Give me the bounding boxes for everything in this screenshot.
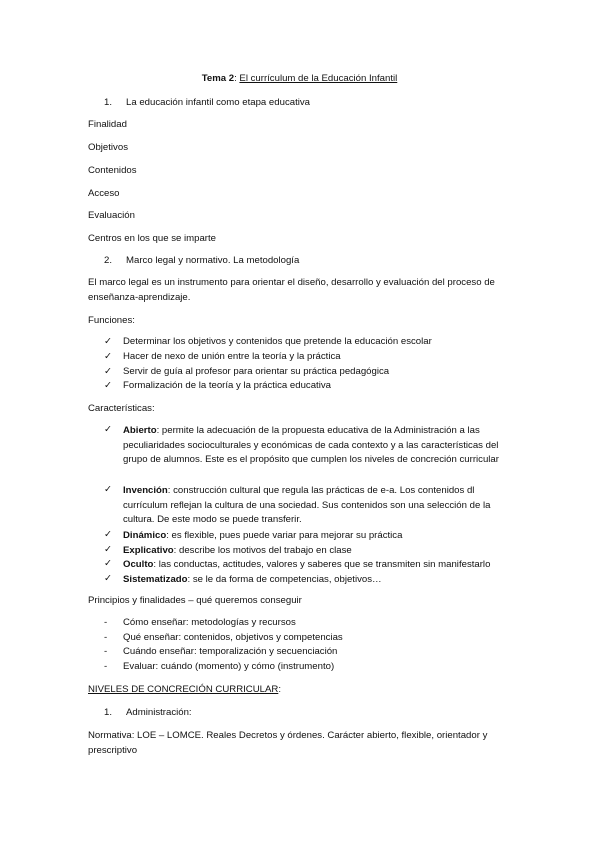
section1-item-contenidos: Contenidos [88,165,137,176]
niveles-heading-colon: : [278,684,281,695]
caracteristicas-label: Características: [88,403,155,414]
marco-paragraph: El marco legal es un instrumento para orientar el diseño, desarrollo y evaluación del proceso de enseñanza-aprendizaje. [88,277,495,303]
niveles-heading-text: NIVELES DE CONCRECIÓN CURRICULAR [88,684,279,695]
caracteristica-term: Dinámico [123,530,167,541]
section1-item-finalidad: Finalidad [88,119,127,130]
niveles-item-administracion [104,707,192,719]
check-icon: ✓ [104,484,113,495]
section1-item-evaluacion: Evaluación [88,210,135,221]
check-icon: ✓ [104,351,113,362]
funcion-item: Determinar los objetivos y contenidos que pretende la educación escolar [123,336,432,347]
document-title [0,73,599,85]
title-colon: : [234,73,237,84]
principio-item: Evaluar: cuándo (momento) y cómo (instrumento) [123,661,335,672]
dash-bullet: - [104,661,108,672]
caracteristica-item-abierto [123,424,519,468]
caracteristica-term: Oculto [123,559,154,570]
caracteristica-text: : es flexible, pues puede variar para mejorar su práctica [166,530,403,541]
funcion-item: Hacer de nexo de unión entre la teoría y la práctica [123,351,341,362]
section1-item-acceso: Acceso [88,188,120,199]
principios-label: Principios y finalidades – qué queremos conseguir [88,595,302,606]
caracteristica-item-invencion [123,484,519,528]
funciones-label: Funciones: [88,315,135,326]
caracteristica-item-oculto [123,558,519,573]
check-icon: ✓ [104,424,113,435]
section2-text: Marco legal y normativo. La metodología [126,255,300,266]
caracteristica-text: : permite la adecuación de la propuesta educativa de la Administración a las peculiaridades socioculturales y económicas de cada contexto y a las características del grupo de alumnos. Este es el propósito que cumplen los niveles de concreción curricular [123,425,499,466]
title-underlined: El currículum de la Educación Infantil [239,73,398,84]
section1-text: La educación infantil como etapa educativa [126,97,311,108]
caracteristica-item-explicativo [123,544,519,559]
caracteristica-text: : se le da forma de competencias, objetivos… [187,574,382,585]
check-icon: ✓ [104,573,113,584]
caracteristica-term: Explicativo [123,545,174,556]
dash-bullet: - [104,632,108,643]
section1-item-centros: Centros en los que se imparte [88,233,216,244]
check-icon: ✓ [104,529,113,540]
caracteristica-item-sistematizado [123,573,519,588]
section2-number: 2. [104,255,113,266]
caracteristica-text: : las conductas, actitudes, valores y saberes que se transmiten sin manifestarlo [153,559,491,570]
niveles-item-label: Administración: [126,707,192,718]
niveles-item-number: 1. [104,707,113,718]
caracteristica-term: Sistematizado [123,574,188,585]
funcion-item: Formalización de la teoría y la práctica educativa [123,380,331,391]
dash-bullet: - [104,646,108,657]
check-icon: ✓ [104,366,113,377]
caracteristica-item-dinamico [123,529,519,544]
check-icon: ✓ [104,336,113,347]
section1-number: 1. [104,97,113,108]
section1-heading [104,97,310,109]
funcion-item: Servir de guía al profesor para orientar su práctica pedagógica [123,366,390,377]
check-icon: ✓ [104,380,113,391]
caracteristica-text: : construcción cultural que regula las prácticas de e-a. Los contenidos dl currículum reflejan la cultura de una sociedad. Sus contenidos son una selección de la cultura. De este modo se puede transferir. [123,485,491,526]
check-icon: ✓ [104,544,113,555]
normativa-paragraph: Normativa: LOE – LOMCE. Reales Decretos y órdenes. Carácter abierto, flexible, orientador y prescriptivo [88,730,488,756]
section1-item-objetivos: Objetivos [88,142,128,153]
caracteristica-term: Invención [123,485,168,496]
caracteristica-term: Abierto [123,425,157,436]
caracteristica-text: : describe los motivos del trabajo en clase [173,545,352,556]
principio-item: Qué enseñar: contenidos, objetivos y competencias [123,632,343,643]
title-bold: Tema 2 [201,73,235,84]
check-icon: ✓ [104,558,113,569]
principio-item: Cómo enseñar: metodologías y recursos [123,617,296,628]
dash-bullet: - [104,617,108,628]
principio-item: Cuándo enseñar: temporalización y secuenciación [123,646,338,657]
section2-heading [104,255,299,267]
niveles-heading [88,684,281,696]
